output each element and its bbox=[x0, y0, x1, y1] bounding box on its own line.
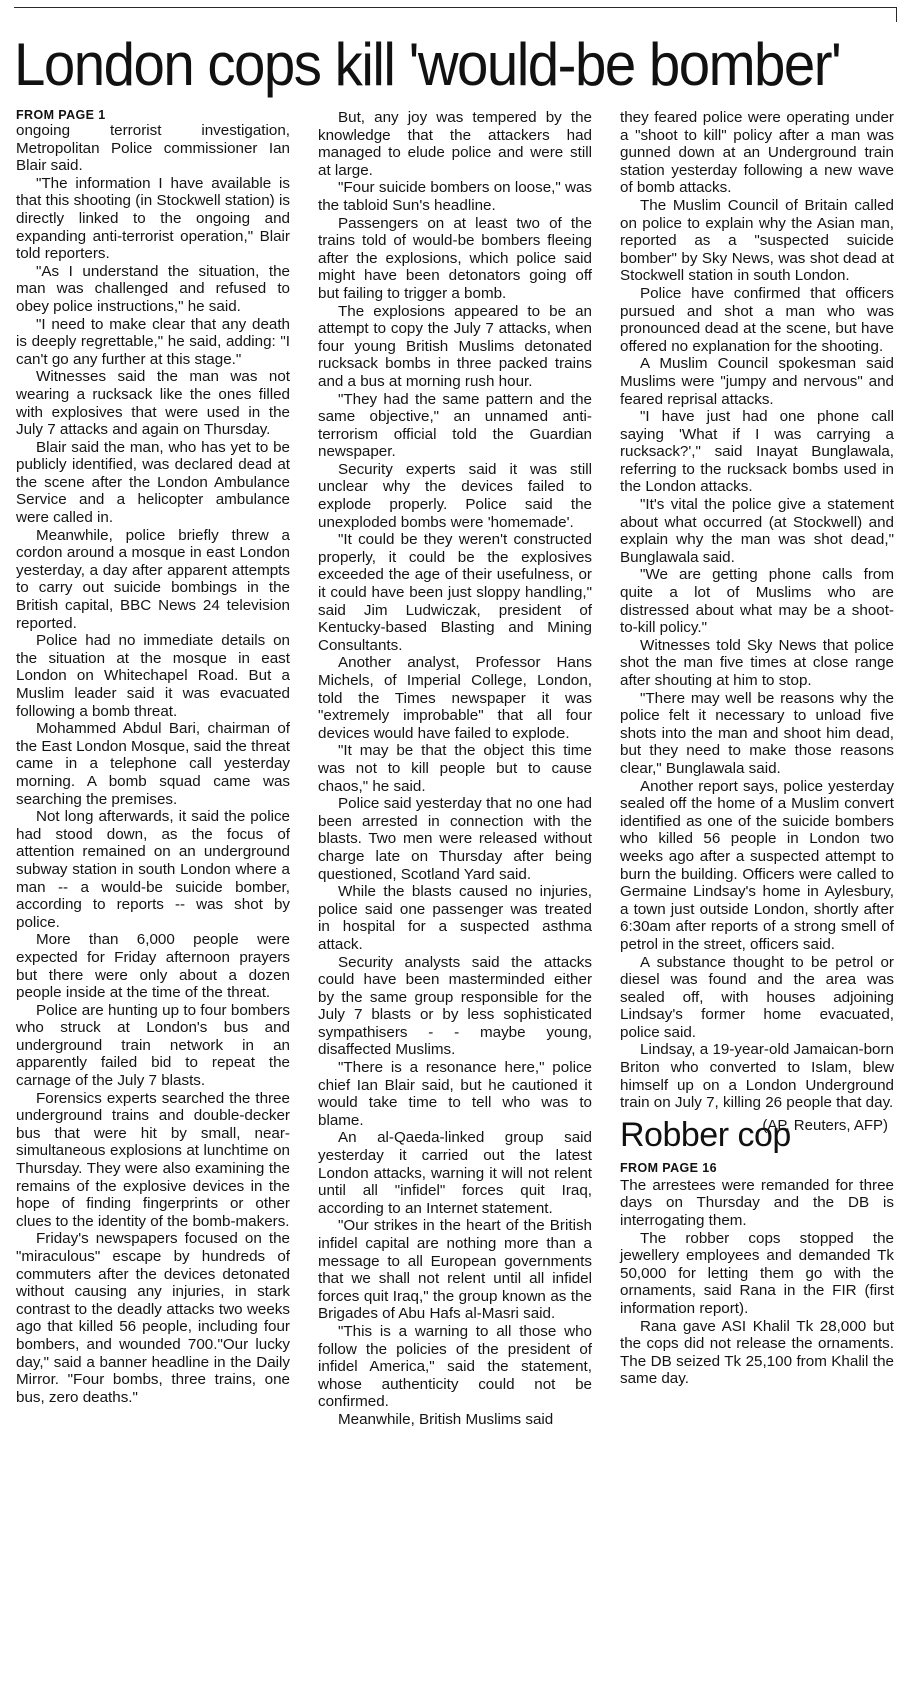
article-paragraph: Rana gave ASI Khalil Tk 28,000 but the cops did not release the ornaments. The DB seized Tk 25,100 from Khalil the same day. bbox=[620, 1317, 894, 1388]
article-paragraph: Police said yesterday that no one had been arrested in connection with the blasts. Two men were released without charge late on Thursday after being questioned, Scotland Yard said. bbox=[318, 795, 592, 883]
headline: London cops kill 'would-be bomber' bbox=[14, 31, 841, 98]
article-column-3 bbox=[620, 109, 894, 1388]
second-story-jump-line: FROM PAGE 16 bbox=[620, 1160, 717, 1175]
article-paragraph: A substance thought to be petrol or diesel was found and the area was sealed off, with houses adjoining Lindsay's former home evacuated, police said. bbox=[620, 953, 894, 1041]
article-paragraph: "They had the same pattern and the same objective," an unnamed anti-terrorism official told the Guardian newspaper. bbox=[318, 390, 592, 461]
article-paragraph: they feared police were operating under a "shoot to kill" policy after a man was gunned down at an Underground train station yesterday following a new wave of bomb attacks. bbox=[620, 109, 894, 197]
article-paragraph: Meanwhile, British Muslims said bbox=[338, 1410, 554, 1428]
article-paragraph: Meanwhile, police briefly threw a cordon around a mosque in east London yesterday, a day after apparent attempts to carry out suicide bombings in the British capital, BBC News 24 television reported. bbox=[16, 526, 290, 632]
article-paragraph: Security experts said it was still unclear why the devices failed to explode properly. Police said the unexploded bombs were 'homemade'. bbox=[318, 460, 592, 531]
article-paragraph: But, any joy was tempered by the knowledge that the attackers had managed to elude police and were still at large. bbox=[318, 109, 592, 179]
article-paragraph: "This is a warning to all those who follow the policies of the president of infidel America," said the statement, whose authenticity could not be confirmed. bbox=[318, 1322, 592, 1411]
article-paragraph: "There is a resonance here," police chief Ian Blair said, but he cautioned it would take time to tell who was to blame. bbox=[318, 1059, 592, 1129]
article-paragraph: Passengers on at least two of the trains told of would-be bombers fleeing after the explosions, which police said might have been detonators going off but failing to trigger a bomb. bbox=[318, 214, 592, 302]
article-paragraph: "It's vital the police give a statement about what occurred (at Stockwell) and explain why the man was shot dead," Bunglawala said. bbox=[620, 496, 894, 566]
article-paragraph: "Four suicide bombers on loose," was the tabloid Sun's headline. bbox=[318, 179, 592, 214]
article-paragraph: Blair said the man, who has yet to be publicly identified, was declared dead at the scene after the London Ambulance Service and a helicopter ambulance were called in. bbox=[16, 438, 290, 527]
article-paragraph: While the blasts caused no injuries, police said one passenger was treated in hospital for a suspected asthma attack. bbox=[318, 883, 592, 953]
top-rule bbox=[14, 7, 896, 8]
article-paragraph: ongoing terrorist investigation, Metropolitan Police commissioner Ian Blair said. bbox=[16, 122, 290, 175]
article-paragraph: "I need to make clear that any death is deeply regrettable," he said, adding: "I can't go any further at this stage." bbox=[16, 315, 290, 368]
article-paragraph: Not long afterwards, it said the police had stood down, as the focus of attention remained on an underground subway station in south London where a man -- a would-be suicide bomber, according to reports -- was shot by police. bbox=[16, 808, 290, 931]
article-column-1 bbox=[16, 109, 290, 1406]
article-paragraph: Security analysts said the attacks could have been masterminded either by the same group responsible for the July 7 blasts or by less sophisticated sympathisers - - maybe young, disaffected Muslims. bbox=[318, 953, 592, 1059]
article-column-2 bbox=[318, 109, 592, 1429]
article-paragraph: "It may be that the object this time was not to kill people but to cause chaos," he said. bbox=[318, 742, 592, 795]
article-paragraph: Lindsay, a 19-year-old Jamaican-born Briton who converted to Islam, blew himself up on a London Underground train on July 7, killing 26 people that day. bbox=[620, 1041, 894, 1112]
article-paragraph: "We are getting phone calls from quite a lot of Muslims who are distressed about what may be a shoot-to-kill policy." bbox=[620, 566, 894, 637]
article-paragraph: Another report says, police yesterday sealed off the home of a Muslim convert identified as one of the suicide bombers who killed 56 people in London two weeks ago after a suspected attempt to burn the building. Officers were called to Germaine Lindsay's home in Aylesbury, a town just outside London, shortly after 6:30am after reports of a strong smell of petrol in the street, officers said. bbox=[620, 777, 894, 953]
corner-rule bbox=[896, 7, 897, 22]
second-story-headline: Robber cop bbox=[620, 1115, 791, 1154]
article-paragraph: Friday's newspapers focused on the "miraculous" escape by hundreds of commuters after the devices detonated without causing any injuries, in stark contrast to the deadly attacks two weeks ago that killed 56 people, including four bombers, and wounded 700."Our lucky day," said a banner headline in the Daily Mirror. "Four bombs, three trains, one bus, zero deaths." bbox=[16, 1230, 290, 1406]
article-paragraph: Police have confirmed that officers pursued and shot a man who was pronounced dead at the scene, but have offered no explanation for the shooting. bbox=[620, 284, 894, 355]
jump-line: FROM PAGE 1 bbox=[16, 108, 106, 122]
article-paragraph: Witnesses said the man was not wearing a rucksack like the ones filled with explosives that were used in the July 7 attacks and again on Thursday. bbox=[16, 368, 290, 439]
article-paragraph: A Muslim Council spokesman said Muslims were "jumpy and nervous" and feared reprisal attacks. bbox=[620, 355, 894, 408]
article-paragraph: "There may well be reasons why the police felt it necessary to unload five shots into the man and shoot him dead, but they need to make those reasons clear," Bunglawala said. bbox=[620, 689, 894, 777]
wire-sources: (AP, Reuters, AFP) bbox=[762, 1116, 888, 1134]
article-paragraph: An al-Qaeda-linked group said yesterday it carried out the latest London attacks, warning it will not relent until all "infidel" forces quit Iraq, according to an Internet statement. bbox=[318, 1129, 592, 1217]
article-paragraph: Mohammed Abdul Bari, chairman of the East London Mosque, said the threat came in a telephone call yesterday morning. A bomb squad came was searching the premises. bbox=[16, 720, 290, 808]
article-paragraph: "I have just had one phone call saying 'What if I was carrying a rucksack?'," said Inayat Bunglawala, referring to the rucksack bombs used in the London attacks. bbox=[620, 408, 894, 496]
article-paragraph: "As I understand the situation, the man was challenged and refused to obey police instructions," he said. bbox=[16, 262, 290, 315]
article-paragraph: "Our strikes in the heart of the British infidel capital are nothing more than a message to all European governments that we shall not relent until all infidel forces quit Iraq," the group known as the Brigades of Abu Hafs al-Masri said. bbox=[318, 1217, 592, 1323]
article-paragraph: Forensics experts searched the three underground trains and double-decker bus that were hit by small, near-simultaneous explosions at lunchtime on Thursday. They were also examining the remains of the explosive devices in the hope of finding fingerprints or other clues to the identity of the bomb-makers. bbox=[16, 1089, 290, 1230]
article-paragraph: "The information I have available is that this shooting (in Stockwell station) is directly linked to the ongoing and expanding anti-terrorist operation," Blair told reporters. bbox=[16, 174, 290, 263]
article-paragraph: Witnesses told Sky News that police shot the man five times at close range after shouting at him to stop. bbox=[620, 636, 894, 689]
article-paragraph: The explosions appeared to be an attempt to copy the July 7 attacks, when four young British Muslims detonated rucksack bombs in three packed trains and a bus at morning rush hour. bbox=[318, 302, 592, 390]
article-paragraph: Police had no immediate details on the situation at the mosque in east London on Whitechapel Road. But a Muslim leader said it was evacuated following a bomb threat. bbox=[16, 632, 290, 720]
article-paragraph: The robber cops stopped the jewellery employees and demanded Tk 50,000 for letting them go with the ornaments, said Rana in the FIR (first information report). bbox=[620, 1229, 894, 1317]
article-paragraph: The arrestees were remanded for three days on Thursday and the DB is interrogating them. bbox=[620, 1176, 894, 1230]
article-paragraph: Another analyst, Professor Hans Michels, of Imperial College, London, told the Times newspaper it was "extremely improbable" that all four devices would have failed to explode. bbox=[318, 654, 592, 742]
article-paragraph: "It could be they weren't constructed properly, it could be the explosives exceeded the age of their usefulness, or it could have been just sloppy handling," said Jim Ludwiczak, president of Kentucky-based Blasting and Mining Consultants. bbox=[318, 531, 592, 654]
article-paragraph: More than 6,000 people were expected for Friday afternoon prayers but there were only about a dozen people inside at the time of the threat. bbox=[16, 931, 290, 1002]
article-paragraph: Police are hunting up to four bombers who struck at London's bus and underground train network in an apparently failed bid to repeat the carnage of the July 7 blasts. bbox=[16, 1001, 290, 1090]
article-paragraph: The Muslim Council of Britain called on police to explain why the Asian man, reported as a "suspected suicide bomber" by Sky News, was shot dead at Stockwell station in south London. bbox=[620, 196, 894, 285]
